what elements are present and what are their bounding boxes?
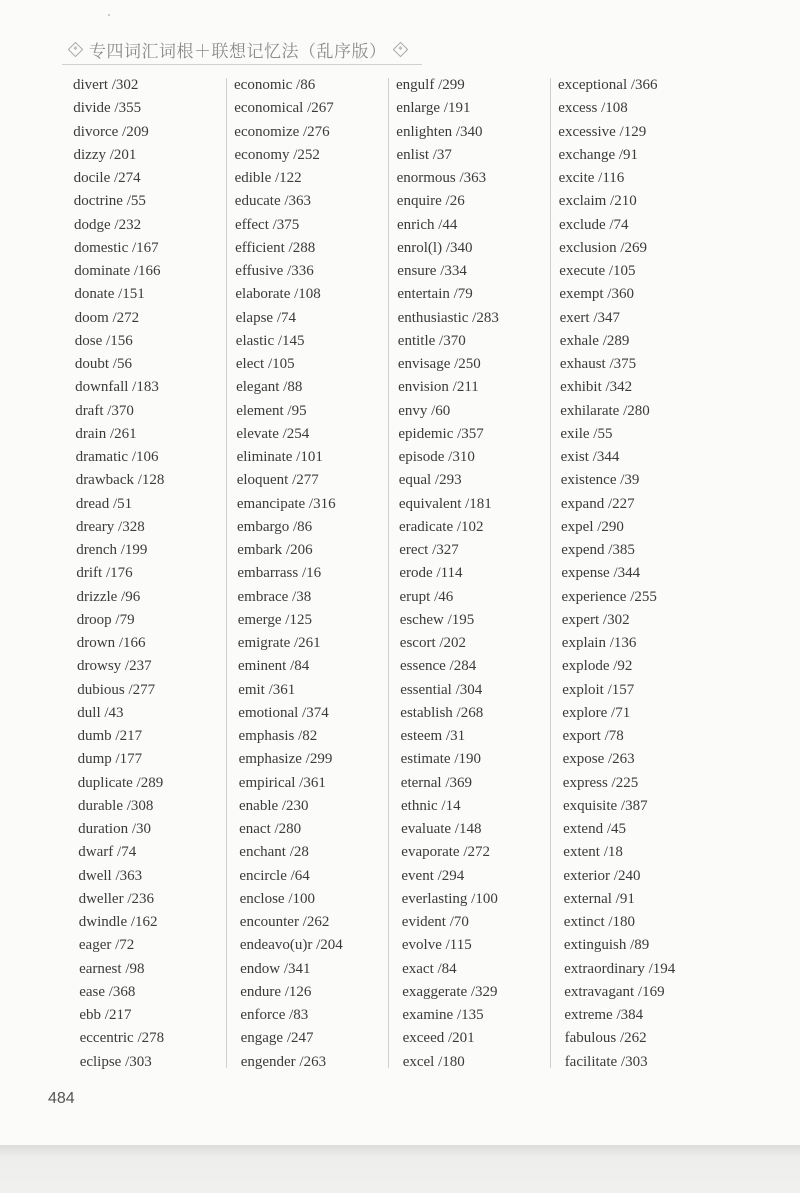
word-entry: expose /263 bbox=[562, 751, 635, 768]
word-entry: doctrine /55 bbox=[73, 193, 146, 210]
word-entry: facilitate /303 bbox=[564, 1053, 648, 1070]
word-entry: external /91 bbox=[563, 890, 635, 907]
word-entry: erode /114 bbox=[399, 565, 463, 582]
word-entry: eager /72 bbox=[78, 937, 135, 954]
word-entry: emphasize /299 bbox=[238, 751, 333, 768]
word-entry: ease /368 bbox=[79, 983, 136, 1000]
word-entry: export /78 bbox=[562, 728, 624, 744]
word-entry: evaluate /148 bbox=[401, 821, 482, 837]
word-entry: dwell /363 bbox=[78, 867, 143, 884]
word-entry: extend /45 bbox=[563, 821, 626, 837]
word-entry: estimate /190 bbox=[400, 751, 481, 768]
word-entry: dizzy /201 bbox=[73, 146, 137, 163]
word-index bbox=[0, 74, 800, 1074]
word-entry: dubious /277 bbox=[77, 681, 156, 698]
word-entry: draft /370 bbox=[75, 402, 134, 419]
word-entry: expand /227 bbox=[560, 495, 635, 512]
word-entry: exchange /91 bbox=[558, 146, 639, 163]
word-entry: explain /136 bbox=[561, 635, 637, 651]
word-entry: economical /267 bbox=[234, 100, 334, 117]
word-entry: effect /375 bbox=[235, 216, 300, 233]
word-entry: earnest /98 bbox=[79, 960, 145, 977]
word-entry: dwarf /74 bbox=[78, 844, 137, 861]
word-entry: ensure /334 bbox=[397, 263, 467, 279]
word-entry: enlighten /340 bbox=[396, 123, 483, 140]
word-entry: exploit /157 bbox=[562, 681, 635, 698]
word-entry: drench /199 bbox=[76, 542, 148, 558]
word-entry: evolve /115 bbox=[401, 937, 472, 954]
word-entry: elevate /254 bbox=[236, 425, 310, 442]
word-entry: exquisite /387 bbox=[563, 797, 648, 814]
word-entry: endow /341 bbox=[240, 960, 311, 977]
word-entry: eradicate /102 bbox=[399, 518, 484, 535]
word-entry: dramatic /106 bbox=[75, 449, 159, 465]
word-entry: examine /135 bbox=[402, 1007, 484, 1023]
word-entry: essence /284 bbox=[400, 658, 477, 675]
word-entry: enchant /28 bbox=[239, 844, 309, 861]
word-column-4 bbox=[558, 74, 675, 1074]
word-entry: enrich /44 bbox=[397, 216, 458, 233]
word-column-2 bbox=[234, 74, 343, 1074]
word-entry: express /225 bbox=[562, 774, 639, 791]
word-entry: enquire /26 bbox=[396, 193, 465, 210]
word-entry: expend /385 bbox=[561, 542, 635, 558]
word-entry: extreme /384 bbox=[564, 1007, 644, 1023]
word-entry: elect /105 bbox=[235, 356, 295, 372]
word-entry: enormous /363 bbox=[396, 170, 487, 186]
word-entry: embargo /86 bbox=[237, 518, 313, 535]
word-entry: dumb /217 bbox=[77, 728, 143, 744]
word-entry: element /95 bbox=[236, 402, 307, 419]
word-entry: elaborate /108 bbox=[235, 286, 321, 303]
word-entry: engage /247 bbox=[240, 1030, 314, 1047]
word-entry: episode /310 bbox=[398, 449, 475, 465]
word-entry: explode /92 bbox=[562, 658, 633, 675]
word-entry: excel /180 bbox=[402, 1053, 465, 1070]
word-entry: educate /363 bbox=[234, 193, 312, 210]
word-entry: elegant /88 bbox=[236, 379, 303, 396]
word-entry: enlarge /191 bbox=[396, 100, 471, 117]
word-entry: exclude /74 bbox=[559, 216, 629, 233]
word-entry: dose /156 bbox=[74, 332, 133, 349]
word-entry: extraordinary /194 bbox=[564, 960, 676, 977]
word-entry: exempt /360 bbox=[559, 286, 634, 303]
header-title: 专四词汇词根＋联想记忆法（乱序版） bbox=[89, 41, 387, 62]
word-entry: envision /211 bbox=[398, 379, 479, 396]
word-entry: encircle /64 bbox=[239, 867, 310, 884]
header-rule bbox=[62, 64, 422, 65]
word-entry: emit /361 bbox=[238, 681, 296, 698]
word-entry: exclaim /210 bbox=[558, 193, 637, 210]
diamond-ornament-icon bbox=[68, 41, 84, 57]
word-entry: erupt /46 bbox=[399, 588, 454, 605]
word-entry: extinct /180 bbox=[563, 914, 636, 930]
word-entry: economic /86 bbox=[234, 77, 316, 93]
word-entry: extinguish /89 bbox=[563, 937, 650, 954]
word-entry: fabulous /262 bbox=[564, 1030, 647, 1047]
word-entry: effusive /336 bbox=[235, 263, 314, 279]
word-entry: exile /55 bbox=[560, 425, 613, 442]
word-entry: embrace /38 bbox=[237, 588, 312, 605]
diamond-ornament-icon bbox=[392, 41, 408, 57]
word-entry: exclusion /269 bbox=[559, 239, 647, 256]
word-entry: drown /166 bbox=[76, 635, 146, 651]
word-entry: droop /79 bbox=[76, 611, 135, 628]
word-entry: divorce /209 bbox=[73, 123, 149, 140]
word-entry: equivalent /181 bbox=[398, 495, 492, 512]
page-number: 484 bbox=[48, 1090, 75, 1107]
word-entry: explore /71 bbox=[562, 704, 631, 721]
word-entry: drift /176 bbox=[76, 565, 133, 582]
word-entry: dweller /236 bbox=[78, 890, 154, 907]
word-entry: extent /18 bbox=[563, 844, 623, 861]
word-entry: envisage /250 bbox=[397, 356, 481, 372]
word-entry: emigrate /261 bbox=[237, 635, 321, 651]
word-entry: emotional /374 bbox=[238, 704, 329, 721]
word-entry: drowsy /237 bbox=[77, 658, 152, 675]
word-entry: exhilarate /280 bbox=[560, 402, 650, 419]
word-entry: divert /302 bbox=[73, 77, 139, 93]
word-entry: esteem /31 bbox=[400, 728, 466, 744]
word-entry: exceed /201 bbox=[402, 1030, 475, 1047]
word-entry: emerge /125 bbox=[237, 611, 312, 628]
word-entry: dreary /328 bbox=[76, 518, 145, 535]
word-entry: dump /177 bbox=[77, 751, 143, 768]
word-entry: divide /355 bbox=[73, 100, 142, 117]
word-entry: emancipate /316 bbox=[236, 495, 336, 512]
word-entry: enable /230 bbox=[239, 797, 309, 814]
word-entry: excess /108 bbox=[558, 100, 628, 117]
word-entry: eminent /84 bbox=[238, 658, 310, 675]
word-entry: exist /344 bbox=[560, 449, 620, 465]
word-entry: drain /261 bbox=[75, 425, 137, 442]
page-edge-shadow bbox=[0, 1145, 800, 1193]
word-entry: edible /122 bbox=[234, 170, 302, 186]
word-entry: existence /39 bbox=[560, 472, 640, 489]
word-entry: ebb /217 bbox=[79, 1007, 132, 1023]
word-column-1 bbox=[73, 74, 164, 1074]
word-entry: endure /126 bbox=[240, 983, 312, 1000]
word-entry: efficient /288 bbox=[235, 239, 316, 256]
word-entry: durable /308 bbox=[78, 797, 154, 814]
word-entry: exhale /289 bbox=[559, 332, 630, 349]
word-entry: doom /272 bbox=[74, 309, 140, 326]
word-entry: emphasis /82 bbox=[238, 728, 318, 744]
word-entry: dominate /166 bbox=[74, 263, 161, 279]
word-entry: experience /255 bbox=[561, 588, 657, 605]
word-entry: donate /151 bbox=[74, 286, 145, 303]
word-entry: eliminate /101 bbox=[236, 449, 323, 465]
word-entry: drizzle /96 bbox=[76, 588, 141, 605]
word-entry: excessive /129 bbox=[558, 123, 647, 140]
word-entry: doubt /56 bbox=[74, 356, 132, 372]
word-entry: enclose /100 bbox=[239, 890, 315, 907]
word-entry: duration /30 bbox=[78, 821, 151, 837]
word-entry: exaggerate /329 bbox=[402, 983, 498, 1000]
word-entry: dodge /232 bbox=[74, 216, 142, 233]
word-entry: expert /302 bbox=[561, 611, 630, 628]
word-entry: dread /51 bbox=[75, 495, 133, 512]
word-entry: eclipse /303 bbox=[79, 1053, 152, 1070]
word-entry: engender /263 bbox=[240, 1053, 327, 1070]
word-entry: eternal /369 bbox=[400, 774, 473, 791]
word-entry: enlist /37 bbox=[396, 146, 452, 163]
word-entry: erect /327 bbox=[399, 542, 459, 558]
running-header bbox=[62, 35, 414, 63]
word-entry: exterior /240 bbox=[563, 867, 641, 884]
word-entry: dull /43 bbox=[77, 704, 124, 721]
word-entry: eloquent /277 bbox=[236, 472, 319, 489]
word-entry: drawback /128 bbox=[75, 472, 165, 489]
word-entry: elapse /74 bbox=[235, 309, 296, 326]
word-entry: duplicate /289 bbox=[77, 774, 164, 791]
word-entry: exhibit /342 bbox=[560, 379, 633, 396]
word-entry: essential /304 bbox=[400, 681, 483, 698]
word-entry: enrol(l) /340 bbox=[397, 239, 473, 256]
word-entry: envy /60 bbox=[398, 402, 451, 419]
page-speck bbox=[108, 14, 110, 16]
word-entry: engulf /299 bbox=[396, 77, 465, 93]
word-entry: escort /202 bbox=[399, 635, 467, 651]
word-entry: empirical /361 bbox=[238, 774, 326, 791]
word-entry: enact /280 bbox=[239, 821, 302, 837]
word-entry: docile /274 bbox=[73, 170, 141, 186]
word-entry: expense /344 bbox=[561, 565, 641, 582]
word-entry: embark /206 bbox=[237, 542, 313, 558]
word-entry: economize /276 bbox=[234, 123, 330, 140]
word-entry: excite /116 bbox=[558, 170, 625, 186]
word-entry: encounter /262 bbox=[239, 914, 330, 930]
word-entry: expel /290 bbox=[561, 518, 624, 535]
word-entry: exact /84 bbox=[402, 960, 457, 977]
word-column-3 bbox=[396, 74, 499, 1074]
word-entry: exert /347 bbox=[559, 309, 620, 326]
word-entry: establish /268 bbox=[400, 704, 484, 721]
word-entry: embarrass /16 bbox=[237, 565, 322, 582]
word-entry: eschew /195 bbox=[399, 611, 475, 628]
word-entry: enthusiastic /283 bbox=[397, 309, 499, 326]
word-entry: everlasting /100 bbox=[401, 890, 498, 907]
word-entry: downfall /183 bbox=[75, 379, 159, 396]
word-entry: entertain /79 bbox=[397, 286, 473, 303]
word-entry: execute /105 bbox=[559, 263, 636, 279]
word-entry: exceptional /366 bbox=[558, 77, 658, 93]
word-entry: evaporate /272 bbox=[401, 844, 491, 861]
word-entry: elastic /145 bbox=[235, 332, 305, 349]
word-entry: event /294 bbox=[401, 867, 465, 884]
word-entry: entitle /370 bbox=[397, 332, 466, 349]
word-entry: evident /70 bbox=[401, 914, 469, 930]
word-entry: domestic /167 bbox=[74, 239, 159, 256]
word-entry: dwindle /162 bbox=[78, 914, 158, 930]
word-entry: ethnic /14 bbox=[401, 797, 461, 814]
word-entry: epidemic /357 bbox=[398, 425, 484, 442]
word-entry: endeavo(u)r /204 bbox=[239, 937, 343, 954]
word-entry: enforce /83 bbox=[240, 1007, 309, 1023]
word-entry: economy /252 bbox=[234, 146, 320, 163]
word-entry: exhaust /375 bbox=[559, 356, 637, 372]
word-entry: equal /293 bbox=[398, 472, 462, 489]
word-entry: eccentric /278 bbox=[79, 1030, 165, 1047]
word-entry: extravagant /169 bbox=[564, 983, 665, 1000]
